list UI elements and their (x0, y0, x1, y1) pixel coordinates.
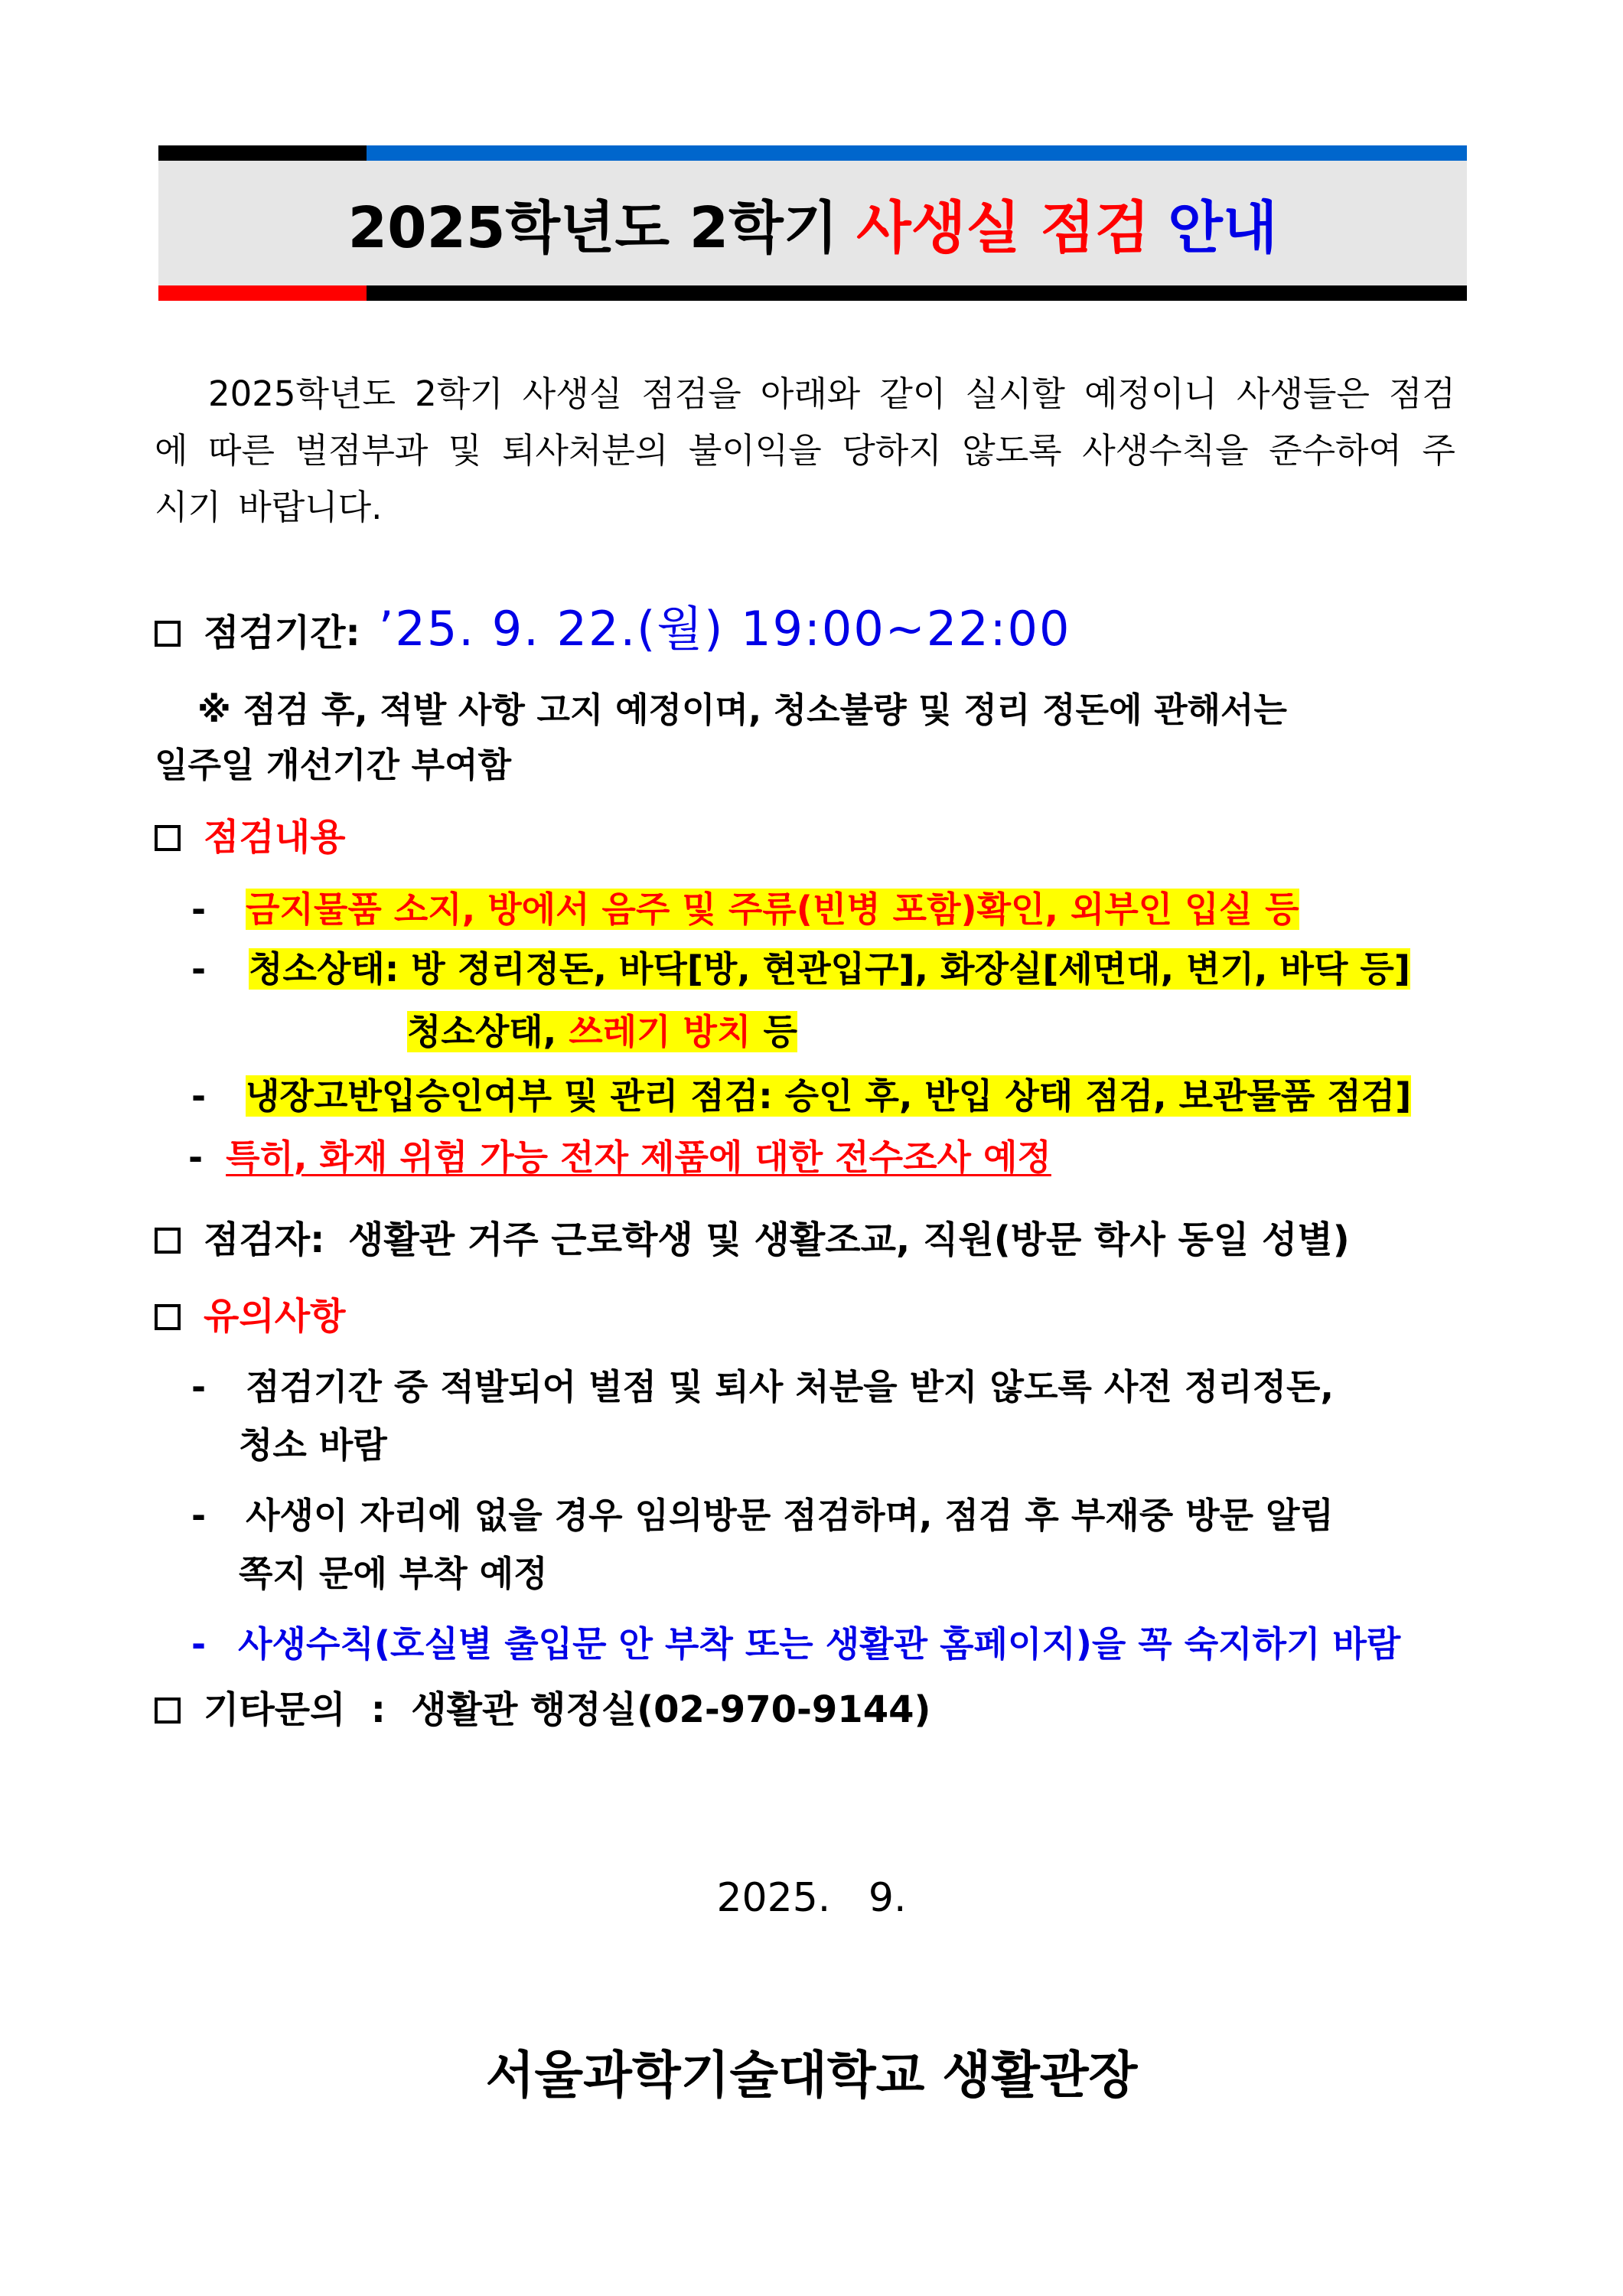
checkbox-icon (155, 825, 181, 851)
section-inspector (155, 1217, 1350, 1263)
content-item-text: 특히, 화재 위험 가능 전자 제품에 대한 전수조사 예정 (226, 1137, 1051, 1178)
note-line-1: ※ 점검 후, 적발 사항 고지 예정이며, 청소불량 및 정리 정돈에 관해서는 (197, 690, 1287, 730)
caution-item-text: 사생수칙(호실별 출입문 안 부착 또는 생활관 홈페이지)을 꼭 숙지하기 바람 (238, 1623, 1401, 1665)
title-notice: 안내 (1168, 194, 1278, 261)
period-label: 점검기간: (204, 612, 360, 654)
content-item-cleaning (191, 946, 1410, 992)
bullet-dash: - (191, 1495, 207, 1536)
bullet-dash: - (188, 1137, 204, 1178)
content-item-etc: 등 (763, 1011, 797, 1052)
caution-item-absent-cont: 쪽지 문에 부착 예정 (239, 1553, 548, 1594)
inspector-label: 점검자: (204, 1218, 325, 1261)
title-inspection: 사생실 점검 (856, 194, 1150, 261)
document-date: 2025. 9. (716, 1875, 907, 1921)
bullet-dash: - (191, 948, 207, 990)
title-year-term: 2025학년도 2학기 (347, 194, 839, 261)
page-title (158, 161, 1467, 285)
bullet-dash: - (191, 1623, 207, 1665)
note-line-2: 일주일 개선기간 부여함 (155, 745, 512, 785)
intro-paragraph: 2025학년도 2학기 사생실 점검을 아래와 같이 실시할 예정이니 사생들은 점검에 따른 벌점부과 및 퇴사처분의 불이익을 당하지 않도록 사생수칙을 준수하여 주시기 바랍니다. (155, 373, 1455, 527)
caution-item-text: 사생이 자리에 없을 경우 임의방문 점검하며, 점검 후 부재중 방문 알림 (246, 1495, 1334, 1536)
title-banner (158, 145, 1467, 301)
content-item-fire-risk (188, 1134, 1051, 1180)
content-label: 점검내용 (204, 816, 346, 859)
content-item-text: 청소상태, (407, 1011, 557, 1052)
content-item-trash: 쓰레기 방치 (569, 1011, 751, 1052)
caution-item-discipline-cont: 청소 바람 (239, 1424, 387, 1466)
checkbox-icon (155, 621, 181, 647)
content-item-cleaning-cont (407, 1009, 797, 1055)
checkbox-icon (155, 1304, 181, 1330)
checkbox-icon (155, 1698, 181, 1724)
banner-top-stripe (158, 145, 1467, 161)
stripe-blue-segment (367, 145, 1467, 161)
section-content (155, 814, 345, 860)
bullet-dash: - (191, 1366, 207, 1407)
section-cautions (155, 1293, 345, 1339)
caution-item-text: 점검기간 중 적발되어 벌점 및 퇴사 처분을 받지 않도록 사전 정리정돈, (246, 1366, 1334, 1407)
section-contact (155, 1687, 930, 1733)
caution-item-absent (191, 1492, 1334, 1538)
content-item-text: 냉장고반입승인여부 및 관리 점검: 승인 후, 반입 상태 점검, 보관물품 점검] (246, 1075, 1412, 1117)
stripe-black-segment (158, 145, 367, 161)
content-item-text: 청소상태: 방 정리정돈, 바닥[방, 현관입구], 화장실[세면대, 변기, 바닥 등] (249, 948, 1410, 990)
content-item-fridge (191, 1073, 1411, 1119)
contact-value: 생활관 행정실(02-970-9144) (411, 1688, 931, 1731)
contact-separator: : (370, 1688, 386, 1731)
content-item-prohibited (191, 886, 1299, 932)
stripe-red-segment (158, 285, 367, 301)
banner-bottom-stripe (158, 285, 1467, 301)
period-value: ’25. 9. 22.(월) 19:00~22:00 (378, 601, 1071, 657)
caution-item-discipline (191, 1364, 1334, 1410)
content-item-text: 금지물품 소지, 방에서 음주 및 주류(빈병 포함)확인, 외부인 입실 등 (246, 889, 1299, 930)
section-period (155, 601, 1071, 657)
bullet-dash: - (191, 1075, 207, 1117)
inspector-value: 생활관 거주 근로학생 및 생활조교, 직원(방문 학사 동일 성별) (348, 1218, 1350, 1261)
cautions-label: 유의사항 (204, 1295, 346, 1338)
caution-item-rules (191, 1621, 1400, 1667)
checkbox-icon (155, 1228, 181, 1254)
contact-label: 기타문의 (204, 1688, 346, 1731)
stripe-black-segment (367, 285, 1467, 301)
issuer-signature: 서울과학기술대학교 생활관장 (485, 2046, 1138, 2105)
bullet-dash: - (191, 889, 207, 930)
